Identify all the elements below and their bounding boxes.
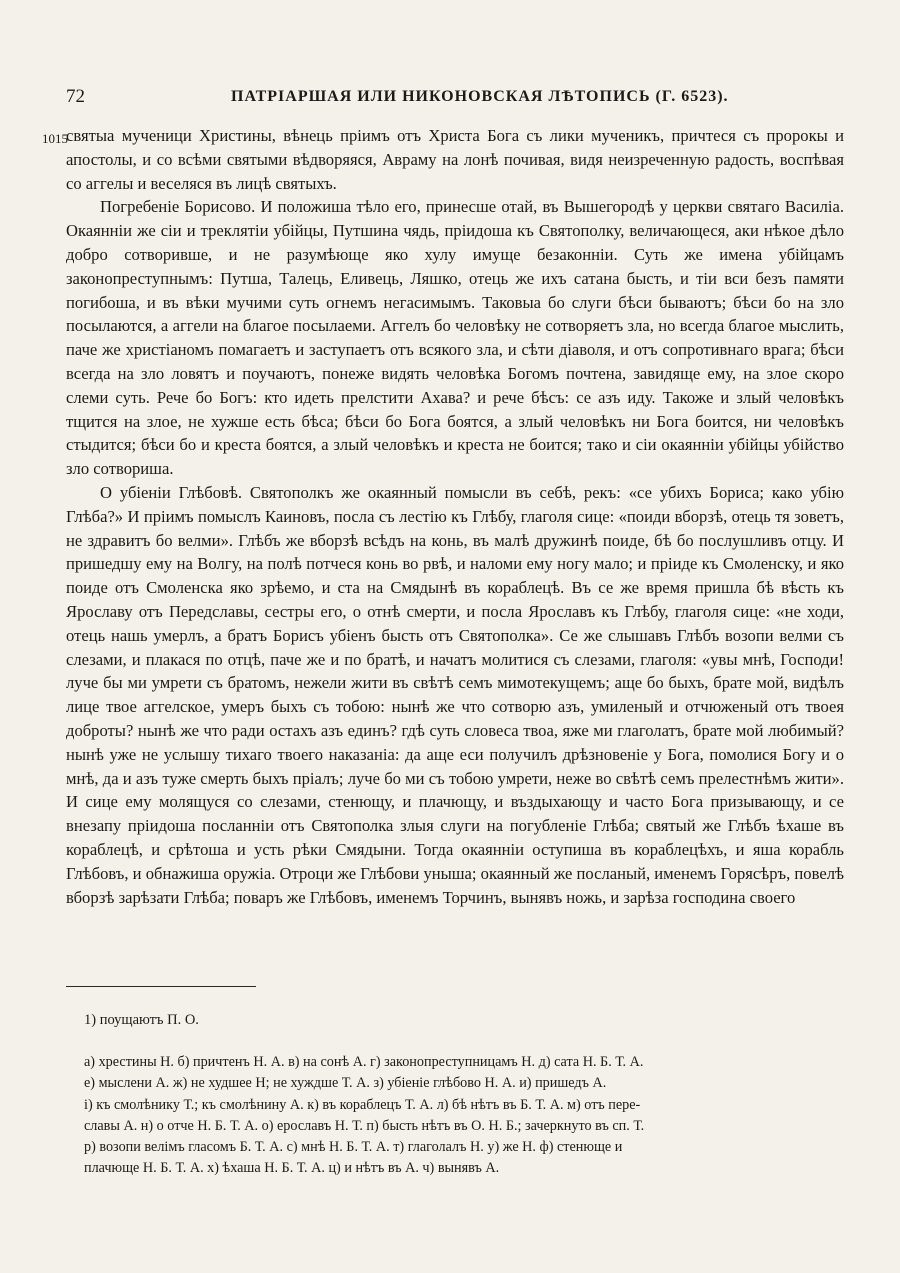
variant-line: славы А. н) о отче Н. Б. Т. А. о) ерославъ Н. Т. п) бысть нѣтъ въ О. Н. Б.; зачеркнуто въ сп. Т. bbox=[84, 1117, 645, 1134]
paragraph: Погребеніе Борисово. И положиша тѣло его, принесше отай, въ Вышегородѣ у церкви святаго Василіа. Окаянніи же сіи и треклятіи убійцы, Путшина чядь, пріидоша къ Святополку, величающеся, аки нѣкое дѣло добро сотворивше, и не разумѣюще яко хулу имуще безаконніи. Суть же имена убійцамъ законопреступнымъ: Путша, Талець, Еливець, Ляшко, отець же ихъ сатана бысть, и тіи вси безъ памяти погибоша, и въ вѣки мучими суть огнемъ негасимымъ. Таковыа бо слуги бѣси бываютъ; бѣси бо на зло посылаются, а аггели на благое посылаеми. Аггелъ бо человѣку не сотворяетъ зла, но всегда благое мыслить, паче же христіаномъ помагаетъ и заступаетъ отъ всякого зла, и сѣти діаволя, и отъ сопротивнаго врага; бѣси всегда на зло ловятъ и поучаютъ, понеже видять человѣка Богомъ почтена, завидяще ему, на злое скоро слеми суть. Рече бо Богъ: кто идеть прелстити Ахава? и рече бѣсъ: се азъ иду. Такоже и злый человѣкъ тщится на злое, не хужше есть бѣса; бѣси бо Бога боятся, а злый человѣкъ ни Бога боится, ни человѣкъ стыдится; бѣси бо и креста боятся, а злый человѣкъ и креста не боится; тако и сіи окаянніи убійцы убійство зло сотвориша. bbox=[66, 197, 844, 479]
variant-line: і) къ смолѣнику Т.; къ смолѣнину А. к) въ кораблецъ Т. А. л) бѣ нѣтъ въ Б. Т. А. м) отъ пере- bbox=[84, 1096, 641, 1113]
page-number: 72 bbox=[66, 86, 85, 107]
variant-line: е) мыслени А. ж) не худшее Н; не хуждше Т. А. з) убіеніе глѣбово Н. А. и) пришедъ А. bbox=[84, 1075, 607, 1092]
variant-line: р) возопи велімъ гласомъ Б. Т. А. с) мнѣ Н. Б. Т. А. т) глаголалъ Н. у) же Н. ф) стенюще и bbox=[84, 1139, 623, 1156]
footnote-divider bbox=[66, 986, 256, 987]
variant-line: плачюще Н. Б. Т. А. х) ѣхаша Н. Б. Т. А. ц) и нѣтъ въ А. ч) вынявъ А. bbox=[84, 1160, 500, 1177]
variant-line: а) хрестины Н. б) причтенъ Н. А. в) на сонѣ А. г) законопреступницамъ Н. д) сата Н. Б. Т. А. bbox=[84, 1054, 644, 1070]
margin-year: 1015 bbox=[42, 131, 68, 146]
page-header bbox=[66, 84, 846, 108]
paragraph: О убіеніи Глѣбовѣ. Святополкъ же окаянный помысли въ себѣ, рекъ: «се убихъ Бориса; како убію Глѣба?» И пріимъ помыслъ Каиновъ, посла съ лестію къ Глѣбу, глаголя сице: «поиди вборзѣ, отець тя зоветъ, не здравитъ бо велми». Глѣбъ же вборзѣ всѣдъ на конь, въ малѣ дружинѣ поиде, бѣ бо послушливъ отцу. И пришедшу ему на Волгу, на полѣ потчеся конь во рвѣ, и наломи ему ногу мало; и пріиде къ Смоленску, и яко поиде отъ Смоленска яко зрѣемо, и ста на Смядынѣ въ кораблецѣ. Въ се же время пришла бѣ вѣсть къ Ярославу отъ Передславы, сестры его, о отнѣ смерти, и посла Ярославъ къ Глѣбу, глаголя сице: «не ходи, отець нашь умерлъ, а братъ Борисъ убіенъ бысть отъ Святополка». Се же слышавъ Глѣбъ возопи велми съ слезами, и плакася по отцѣ, паче же и по братѣ, и начатъ молитися съ слезами, глаголя: «увы мнѣ, Господи! луче бы ми умрети съ братомъ, нежели жити въ свѣтѣ семъ мимотекущемъ; аще бо быхъ, брате мой, видѣлъ лице твое аггелское, умеръ быхъ съ тобою: нынѣ же что сотворю азъ, умиленый и отчюженый отъ твоея доброты? нынѣ же что ради остахъ азъ единъ? гдѣ суть словеса твоа, яже ми глаголатъ, брате мой любимый? нынѣ уже не услышу тихаго твоего наказаніа: да аще еси получилъ дрѣзновеніе у Бога, помолися Богу и о мнѣ, да и азъ туже смерть быхъ пріалъ; луче бо ми съ тобою умрети, неже во свѣтѣ семъ прелестнѣмъ жити». И сице ему молящуся со слезами, стенющу, и плачющу, и въздыхающу и часто Бога призывающу, и се внезапу пріидоша посланніи отъ Святополка злыя слуги на погубленіе Глѣба; святый же Глѣбъ ѣхаше въ кораблецѣ, и срѣтоша и усть рѣки Смядыни. Тогда окаянніи оступиша въ кораблецѣхъ, и яша корабль Глѣбовъ, и обнажиша оружіа. Отроци же Глѣбови уныша; окаянный же посланый, именемъ Горясѣръ, повелѣ вборзѣ зарѣзати Глѣба; поваръ же Глѣбовъ, именемъ Торчинъ, вынявъ ножь, и зарѣза господина своего bbox=[66, 482, 844, 907]
footnote: 1) поущаютъ П. О. bbox=[84, 1012, 199, 1028]
running-title: ПАТРІАРШАЯ ИЛИ НИКОНОВСКАЯ ЛѢТОПИСЬ (Г. 6523). bbox=[231, 88, 729, 105]
variant-readings bbox=[84, 1052, 840, 1180]
paragraph: святыа мученици Христины, вѣнець пріимъ отъ Христа Бога съ лики мученикъ, причтеся съ пророкы и апостолы, и со всѣми святыми вѣдворяяся, Авраму на лонѣ почивая, видя неизреченную радость, воспѣвая со аггелы и веселяся въ лицѣ святыхъ. bbox=[66, 126, 844, 193]
main-text bbox=[42, 124, 844, 909]
